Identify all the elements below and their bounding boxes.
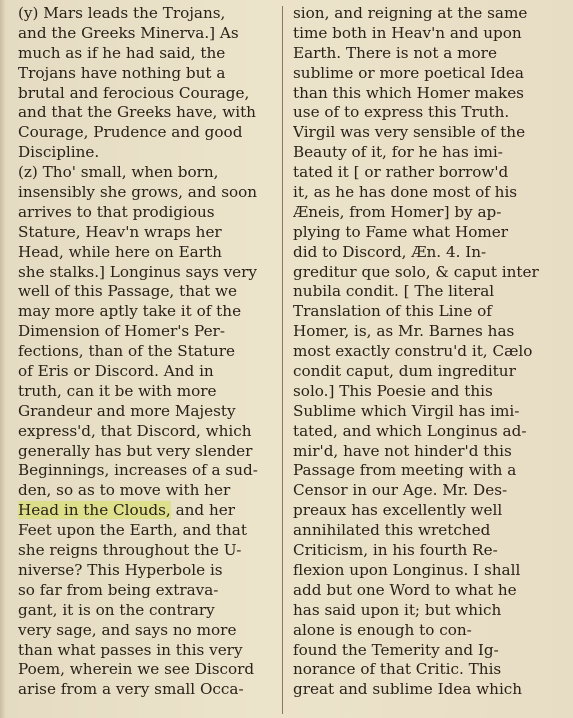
text-line: much as if he had said, the: [18, 43, 226, 62]
text-line: Æneis, from Homer] by ap-: [293, 202, 502, 221]
text-line: generally has but very slender: [18, 441, 253, 460]
text-line: and the Greeks Minerva.] As: [18, 23, 239, 42]
text-line: sublime or more poetical Idea: [293, 63, 524, 82]
text-line: arrives to that prodigious: [18, 202, 215, 221]
text-line: annihilated this wretched: [293, 521, 491, 540]
text-line: condit caput, dum ingreditur: [293, 362, 516, 381]
text-line: Beauty of it, for he has imi-: [293, 143, 503, 162]
text-line: Translation of this Line of: [293, 302, 492, 321]
text-line: alone is enough to con-: [293, 620, 472, 639]
text-line: Criticism, in his fourth Re-: [293, 541, 498, 560]
text-line: mir'd, have not hinder'd this: [293, 441, 512, 460]
text-line: Grandeur and more Majesty: [18, 401, 236, 420]
text-line: has said upon it; but which: [293, 600, 502, 619]
text-line: so far from being extrava-: [18, 580, 219, 599]
text-line: (z) Tho' small, when born,: [18, 163, 219, 182]
text-line: Head in the Clouds, and her: [18, 501, 236, 520]
text-line: Discipline.: [18, 143, 100, 162]
text-line: she stalks.] Longinus says very: [18, 262, 258, 281]
text-line: time both in Heav'n and upon: [293, 23, 522, 42]
text-line: Earth. There is not a more: [293, 43, 497, 62]
text-line: add but one Word to what he: [293, 580, 517, 599]
text-line: than this which Homer makes: [293, 83, 524, 102]
text-line: norance of that Critic. This: [293, 660, 502, 679]
text-line: most exactly constru'd it, Cælo: [293, 342, 533, 361]
text-line: Stature, Heav'n wraps her: [18, 222, 222, 241]
text-line: tated, and which Longinus ad-: [293, 421, 527, 440]
text-line: Head, while here on Earth: [18, 242, 222, 261]
text-line: Poem, wherein we see Discord: [18, 660, 255, 679]
text-line: flexion upon Longinus. I shall: [293, 560, 521, 579]
page-edge-shadow: [0, 0, 6, 718]
text-line: den, so as to move with her: [18, 481, 231, 500]
text-line: Passage from meeting with a: [293, 461, 517, 480]
text-line: arise from a very small Occa-: [18, 680, 244, 699]
text-line: express'd, that Discord, which: [18, 421, 252, 440]
text-line: nubila condit. [ The literal: [293, 282, 495, 301]
text-line: very sage, and says no more: [18, 620, 237, 639]
text-line: plying to Fame what Homer: [293, 222, 509, 241]
left-column: [18, 4, 272, 700]
text-line: she reigns throughout the U-: [18, 541, 242, 560]
column-divider: [282, 6, 283, 714]
text-line: well of this Passage, that we: [18, 282, 237, 301]
text-line: sion, and reigning at the same: [293, 4, 528, 22]
text-line: may more aptly take it of the: [18, 302, 242, 321]
text-line: Homer, is, as Mr. Barnes has: [293, 322, 515, 341]
text-line: Virgil was very sensible of the: [293, 123, 526, 142]
text-line: use of to express this Truth.: [293, 103, 510, 122]
text-line: tated it [ or rather borrow'd: [293, 163, 509, 182]
text-line: Censor in our Age. Mr. Des-: [293, 481, 508, 500]
text-line: great and sublime Idea which: [293, 680, 523, 699]
text-line: and that the Greeks have, with: [18, 103, 256, 122]
text-line: Beginnings, increases of a sud-: [18, 461, 258, 480]
highlighted-phrase: Head in the Clouds,: [18, 501, 171, 520]
text-line: Feet upon the Earth, and that: [18, 521, 247, 540]
text-line: than what passes in this very: [18, 640, 243, 659]
text-line: (y) Mars leads the Trojans,: [18, 4, 226, 22]
text-line: Trojans have nothing but a: [18, 63, 226, 82]
text-line: greditur que solo, & caput inter: [293, 262, 539, 281]
text-line: preaux has excellently well: [293, 501, 503, 520]
text-line: Sublime which Virgil has imi-: [293, 401, 520, 420]
text-line: fections, than of the Stature: [18, 342, 235, 361]
text-line: solo.] This Poesie and this: [293, 381, 493, 400]
text-line: niverse? This Hyperbole is: [18, 560, 223, 579]
right-column: [293, 4, 559, 700]
text-line: truth, can it be with more: [18, 381, 217, 400]
text-line: did to Discord, Æn. 4. In-: [293, 242, 487, 261]
text-line: it, as he has done most of his: [293, 183, 518, 202]
text-line: of Eris or Discord. And in: [18, 362, 214, 381]
text-line: brutal and ferocious Courage,: [18, 83, 250, 102]
text-line: Courage, Prudence and good: [18, 123, 243, 142]
text-line: Dimension of Homer's Per-: [18, 322, 225, 341]
text-line: gant, it is on the contrary: [18, 600, 215, 619]
text-line: found the Temerity and Ig-: [293, 640, 499, 659]
text-line: insensibly she grows, and soon: [18, 183, 258, 202]
